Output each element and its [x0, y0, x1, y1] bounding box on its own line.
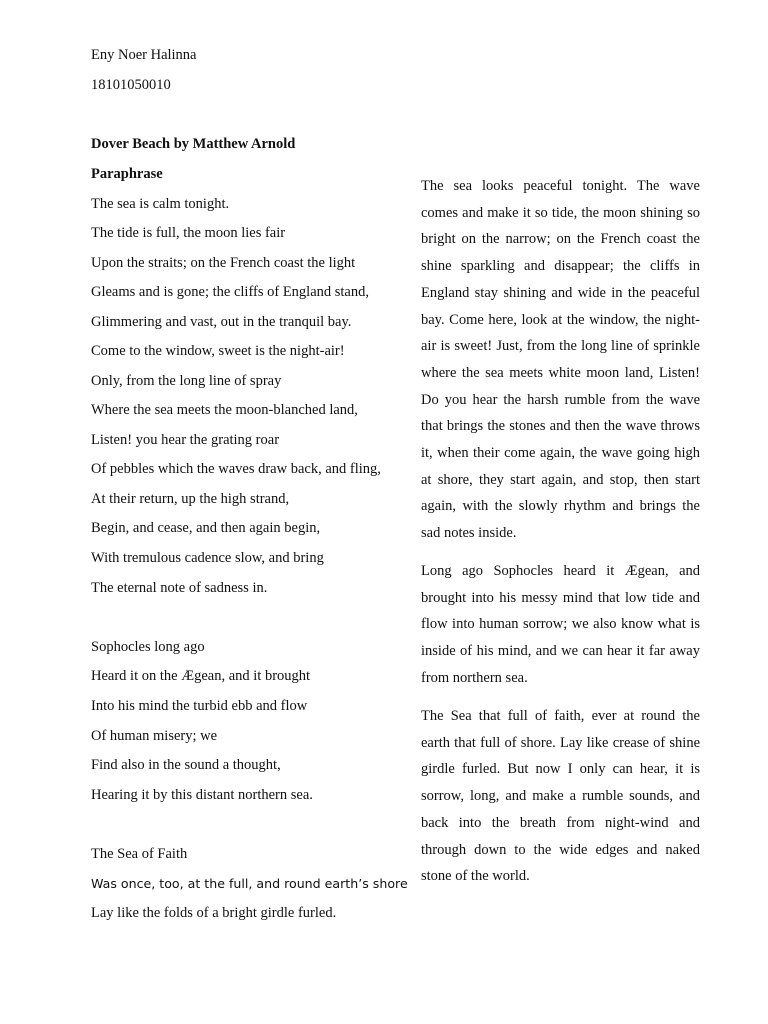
poem-line: Of pebbles which the waves draw back, and fling,: [91, 461, 381, 477]
poem-line: Into his mind the turbid ebb and flow: [91, 698, 308, 714]
poem-line: Lay like the folds of a bright girdle furled.: [91, 905, 337, 921]
poem-line: Upon the straits; on the French coast the light: [91, 255, 356, 271]
poem-line: The eternal note of sadness in.: [91, 580, 268, 596]
poem-line: The Sea of Faith: [91, 846, 188, 862]
poem-line: At their return, up the high strand,: [91, 491, 290, 507]
paraphrase-paragraph: The Sea that full of faith, ever at round the earth that full of shore. Lay like crease of shine girdle furled. But now I only can hear, it is sorrow, long, and make a rumble sounds, and back into the breath from night-wind and through down to the wide edges and naked stone of the world.: [421, 708, 700, 885]
poem-line: Sophocles long ago: [91, 639, 205, 655]
poem-line: With tremulous cadence slow, and bring: [91, 550, 324, 566]
document-title: Dover Beach by Matthew Arnold: [91, 136, 296, 152]
poem-line: The tide is full, the moon lies fair: [91, 225, 286, 241]
paraphrase-paragraph: The sea looks peaceful tonight. The wave comes and make it so tide, the moon shining so bright on the narrow; on the French coast the shine sparkling and disappear; the cliffs in England stay shining and wide in the peaceful bay. Come here, look at the window, the night-air is sweet! Just, from the long line of sprinkle where the sea meets white moon land, Listen! Do you hear the harsh rumble from the wave that brings the stones and then the wave throws it, when their come again, the wave going high at shore, they start again, and stop, then start again, with the slowly rhythm and brings the sad notes inside.: [421, 178, 700, 542]
poem-line: Gleams and is gone; the cliffs of England stand,: [91, 284, 369, 300]
student-id: 18101050010: [91, 77, 171, 93]
poem-line: Heard it on the Ægean, and it brought: [91, 668, 311, 684]
poem-line: Where the sea meets the moon-blanched land,: [91, 402, 358, 418]
poem-line: Find also in the sound a thought,: [91, 757, 281, 773]
poem-line: Only, from the long line of spray: [91, 373, 282, 389]
poem-line: The sea is calm tonight.: [91, 196, 230, 212]
author-name: Eny Noer Halinna: [91, 47, 197, 63]
poem-line: Begin, and cease, and then again begin,: [91, 520, 321, 536]
poem-line: Glimmering and vast, out in the tranquil bay.: [91, 314, 352, 330]
poem-line: Of human misery; we: [91, 728, 218, 744]
paraphrase-paragraph: Long ago Sophocles heard it Ægean, and brought into his messy mind that low tide and flow into human sorrow; we also know what is inside of his mind, and we can hear it far away from northern sea.: [421, 563, 700, 686]
poem-line: Was once, too, at the full, and round earth’s shore: [91, 876, 408, 891]
poem-line: Listen! you hear the grating roar: [91, 432, 280, 448]
section-label: Paraphrase: [91, 166, 163, 182]
poem-line: Hearing it by this distant northern sea.: [91, 787, 313, 803]
poem-line: Come to the window, sweet is the night-air!: [91, 343, 345, 359]
